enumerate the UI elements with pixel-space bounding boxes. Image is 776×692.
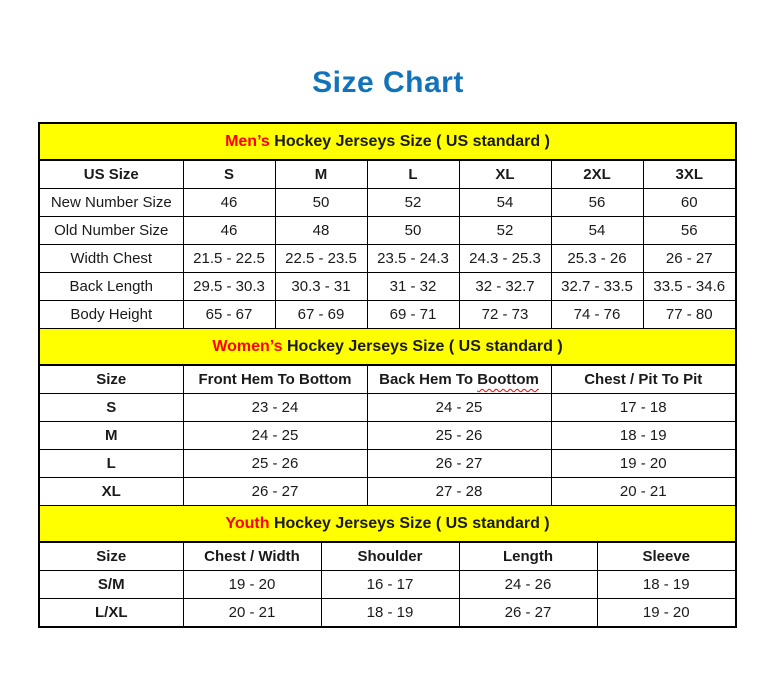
row-label: L/XL bbox=[40, 599, 183, 627]
table-row bbox=[40, 189, 735, 217]
column-header: S bbox=[183, 161, 275, 189]
page-title: Size Chart bbox=[312, 66, 464, 99]
table-row bbox=[40, 599, 735, 627]
cell: 77 - 80 bbox=[643, 301, 735, 329]
table-row bbox=[40, 245, 735, 273]
column-header: Shoulder bbox=[321, 543, 459, 571]
cell: 25.3 - 26 bbox=[551, 245, 643, 273]
section-banner-accent: Men’s bbox=[225, 133, 270, 150]
column-header bbox=[367, 366, 551, 394]
cell: 56 bbox=[643, 217, 735, 245]
cell: 23 - 24 bbox=[183, 394, 367, 422]
row-label: S bbox=[40, 394, 183, 422]
cell: 23.5 - 24.3 bbox=[367, 245, 459, 273]
cell: 25 - 26 bbox=[183, 450, 367, 478]
row-label: Width Chest bbox=[40, 245, 183, 273]
column-header: XL bbox=[459, 161, 551, 189]
cell: 30.3 - 31 bbox=[275, 273, 367, 301]
row-label: L bbox=[40, 450, 183, 478]
cell: 48 bbox=[275, 217, 367, 245]
cell: 20 - 21 bbox=[551, 478, 735, 506]
cell: 19 - 20 bbox=[183, 571, 321, 599]
cell: 50 bbox=[275, 189, 367, 217]
section-banner-accent: Women’s bbox=[212, 338, 283, 355]
womens-section-banner bbox=[40, 328, 735, 365]
size-chart-table bbox=[38, 122, 737, 628]
column-header: Size bbox=[40, 543, 183, 571]
cell: 60 bbox=[643, 189, 735, 217]
cell: 17 - 18 bbox=[551, 394, 735, 422]
cell: 18 - 19 bbox=[321, 599, 459, 627]
cell: 46 bbox=[183, 217, 275, 245]
youth-size-table bbox=[40, 542, 735, 626]
cell: 52 bbox=[367, 189, 459, 217]
youth-section bbox=[40, 505, 735, 626]
section-banner-accent: Youth bbox=[225, 515, 270, 532]
row-label: Back Length bbox=[40, 273, 183, 301]
cell: 33.5 - 34.6 bbox=[643, 273, 735, 301]
column-header: US Size bbox=[40, 161, 183, 189]
cell: 29.5 - 30.3 bbox=[183, 273, 275, 301]
column-header-text: Back Hem To bbox=[379, 371, 478, 388]
row-label: New Number Size bbox=[40, 189, 183, 217]
column-header: Size bbox=[40, 366, 183, 394]
row-label: Old Number Size bbox=[40, 217, 183, 245]
header-row bbox=[40, 161, 735, 189]
womens-size-table bbox=[40, 365, 735, 505]
row-label: S/M bbox=[40, 571, 183, 599]
cell: 72 - 73 bbox=[459, 301, 551, 329]
cell: 50 bbox=[367, 217, 459, 245]
cell: 24 - 26 bbox=[459, 571, 597, 599]
cell: 16 - 17 bbox=[321, 571, 459, 599]
cell: 31 - 32 bbox=[367, 273, 459, 301]
cell: 74 - 76 bbox=[551, 301, 643, 329]
cell: 65 - 67 bbox=[183, 301, 275, 329]
cell: 32.7 - 33.5 bbox=[551, 273, 643, 301]
cell: 54 bbox=[551, 217, 643, 245]
cell: 56 bbox=[551, 189, 643, 217]
column-header: M bbox=[275, 161, 367, 189]
mens-size-table bbox=[40, 160, 735, 328]
youth-section-banner bbox=[40, 505, 735, 542]
column-header: Length bbox=[459, 543, 597, 571]
cell: 67 - 69 bbox=[275, 301, 367, 329]
table-row bbox=[40, 394, 735, 422]
cell: 18 - 19 bbox=[597, 571, 735, 599]
cell: 24 - 25 bbox=[367, 394, 551, 422]
cell: 19 - 20 bbox=[597, 599, 735, 627]
cell: 20 - 21 bbox=[183, 599, 321, 627]
cell: 19 - 20 bbox=[551, 450, 735, 478]
cell: 26 - 27 bbox=[367, 450, 551, 478]
cell: 24 - 25 bbox=[183, 422, 367, 450]
section-banner-text: Hockey Jerseys Size ( US standard ) bbox=[269, 515, 550, 532]
womens-section bbox=[40, 328, 735, 505]
cell: 21.5 - 22.5 bbox=[183, 245, 275, 273]
section-banner-text: Hockey Jerseys Size ( US standard ) bbox=[269, 133, 550, 150]
cell: 26 - 27 bbox=[643, 245, 735, 273]
misspelled-word: Boottom bbox=[477, 371, 539, 388]
cell: 54 bbox=[459, 189, 551, 217]
table-row bbox=[40, 571, 735, 599]
cell: 25 - 26 bbox=[367, 422, 551, 450]
column-header: Front Hem To Bottom bbox=[183, 366, 367, 394]
table-row bbox=[40, 478, 735, 506]
row-label: XL bbox=[40, 478, 183, 506]
column-header: 3XL bbox=[643, 161, 735, 189]
cell: 46 bbox=[183, 189, 275, 217]
cell: 22.5 - 23.5 bbox=[275, 245, 367, 273]
header-row bbox=[40, 366, 735, 394]
cell: 26 - 27 bbox=[183, 478, 367, 506]
table-row bbox=[40, 422, 735, 450]
table-row bbox=[40, 450, 735, 478]
column-header: Chest / Pit To Pit bbox=[551, 366, 735, 394]
cell: 27 - 28 bbox=[367, 478, 551, 506]
cell: 18 - 19 bbox=[551, 422, 735, 450]
mens-section bbox=[40, 124, 735, 328]
column-header: 2XL bbox=[551, 161, 643, 189]
cell: 52 bbox=[459, 217, 551, 245]
header-row bbox=[40, 543, 735, 571]
column-header: Sleeve bbox=[597, 543, 735, 571]
column-header: L bbox=[367, 161, 459, 189]
column-header: Chest / Width bbox=[183, 543, 321, 571]
cell: 32 - 32.7 bbox=[459, 273, 551, 301]
row-label: M bbox=[40, 422, 183, 450]
section-banner-text: Hockey Jerseys Size ( US standard ) bbox=[282, 338, 563, 355]
cell: 24.3 - 25.3 bbox=[459, 245, 551, 273]
table-row bbox=[40, 301, 735, 329]
mens-section-banner bbox=[40, 124, 735, 160]
table-row bbox=[40, 273, 735, 301]
cell: 26 - 27 bbox=[459, 599, 597, 627]
cell: 69 - 71 bbox=[367, 301, 459, 329]
table-row bbox=[40, 217, 735, 245]
row-label: Body Height bbox=[40, 301, 183, 329]
